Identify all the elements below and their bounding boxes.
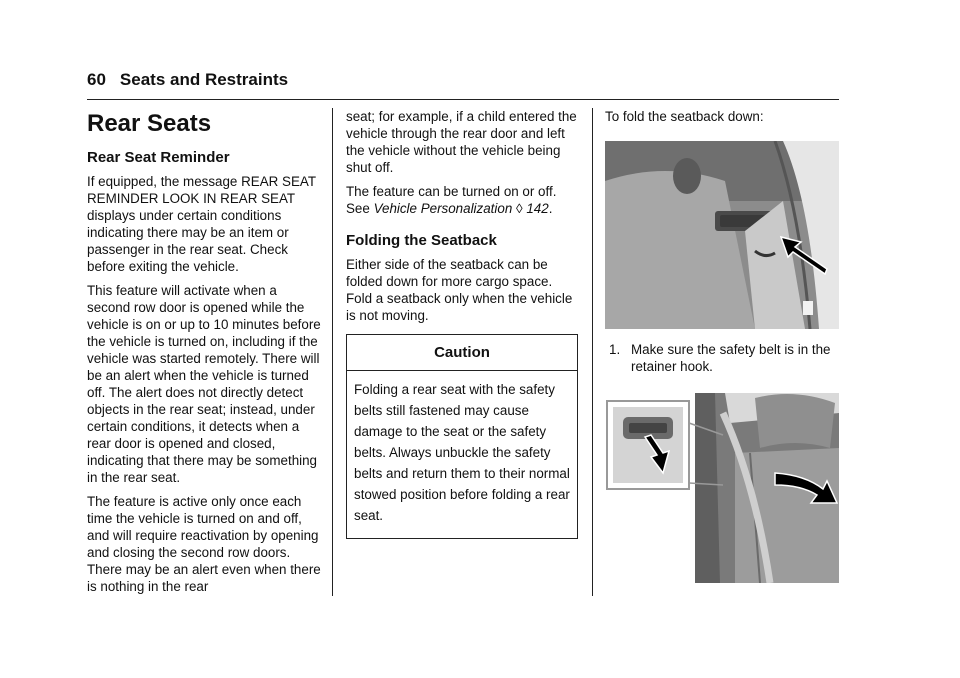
column-divider <box>592 108 593 596</box>
paragraph-text: The feature can be turned on or off. See <box>346 184 557 216</box>
cross-reference-link[interactable]: Vehicle Personalization <box>373 201 513 216</box>
paragraph: This feature will activate when a second row door is opened while the vehicle is on or up to 10 minutes before the vehicle is turned on, including if the vehicle was started remotely. There will be an alert when the vehicle is turned off. The alert does not directly detect objects in the rear seat; instead, under certain conditions, it detects when a rear door is opened and closed, indicating that there may be something in the rear seat. <box>87 283 321 485</box>
header-rule <box>87 99 839 100</box>
reference-page[interactable]: 142 <box>526 201 549 216</box>
period: . <box>548 201 553 216</box>
step-number: 1. <box>609 342 621 357</box>
step-text: Make sure the safety belt is in the retainer hook. <box>631 342 831 374</box>
paragraph: To fold the seatback down: <box>605 109 764 124</box>
caution-title: Caution <box>347 335 577 371</box>
seatback-fold-illustration <box>605 393 839 583</box>
reference-symbol: ◊ <box>516 201 523 216</box>
seat-belt-retainer-illustration <box>605 141 839 329</box>
page-number: 60 <box>87 70 106 89</box>
section-title: Seats and Restraints <box>119 70 289 89</box>
caution-box <box>346 334 578 539</box>
column-2 <box>346 108 580 539</box>
page-title: Rear Seats <box>87 110 212 137</box>
paragraph: The feature is active only once each time the vehicle is turned on and off, and will require reactivation by opening and closing the second row doors. There may be an alert even when there is nothing in the rear <box>87 494 321 594</box>
paragraph <box>346 183 580 217</box>
paragraph: seat; for example, if a child entered the vehicle through the rear door and left the vehicle without the vehicle being shut off. <box>346 109 577 175</box>
paragraph: Either side of the seatback can be folded down for more cargo space. Fold a seatback only when the vehicle is not moving. <box>346 257 573 323</box>
paragraph: If equipped, the message REAR SEAT REMINDER LOOK IN REAR SEAT displays under certain conditions indicating there may be an item or passenger in the rear seat. Check before exiting the vehicle. <box>87 174 316 274</box>
column-1 <box>87 108 323 602</box>
column-divider <box>332 108 333 596</box>
column-3 <box>605 108 839 583</box>
subheading-rear-seat-reminder: Rear Seat Reminder <box>87 149 230 166</box>
page-header <box>87 70 839 90</box>
subheading-folding-seatback: Folding the Seatback <box>346 232 497 249</box>
step-1 <box>605 341 839 375</box>
caution-body: Folding a rear seat with the safety belts still fastened may cause damage to the seat or the safety belts. Always unbuckle the safety belts and return them to their normal stowed position before folding a rear seat. <box>354 382 570 523</box>
